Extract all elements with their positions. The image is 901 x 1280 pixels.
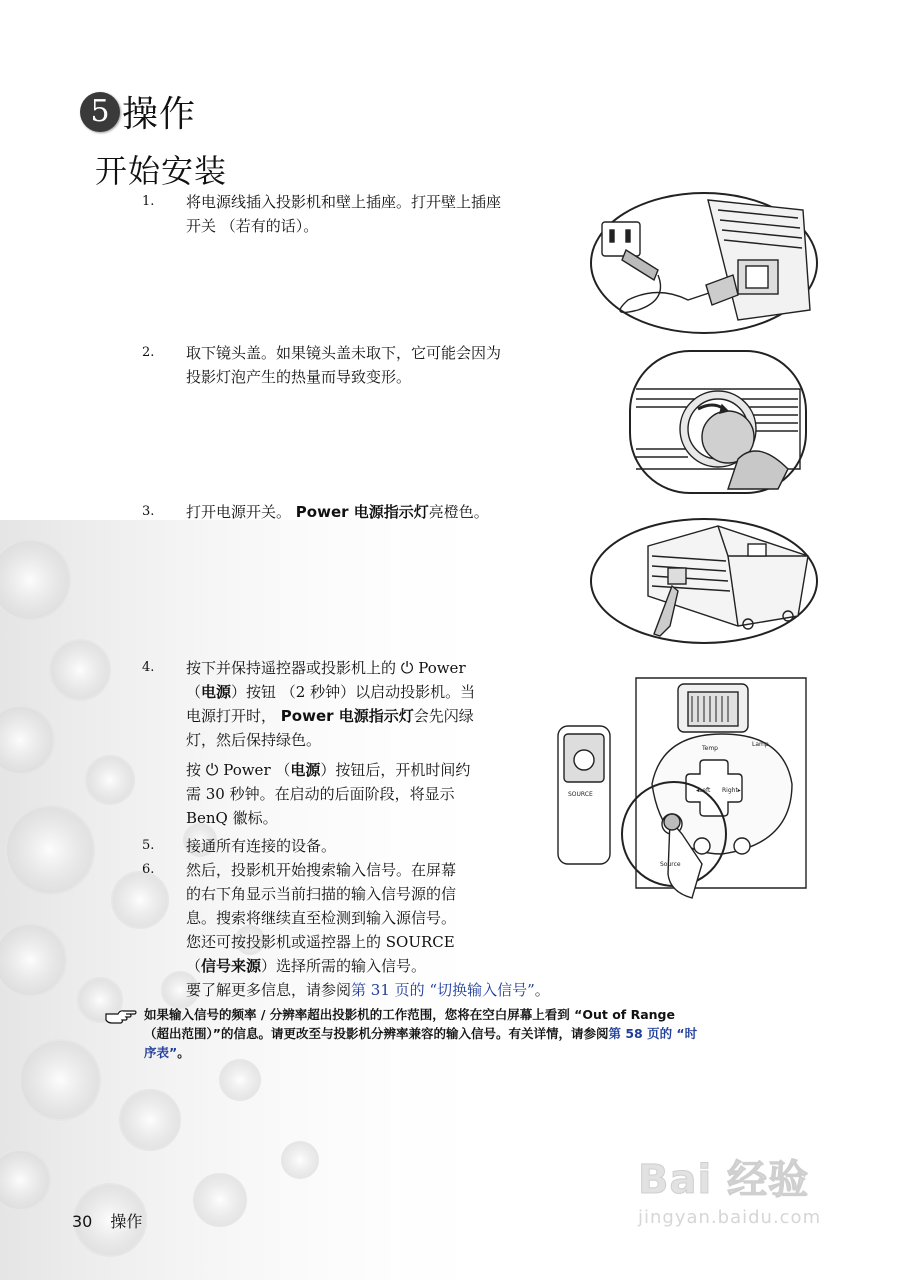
step-text-line: 投影灯泡产生的热量而导致变形。 [186, 368, 412, 386]
step-text: 打开电源开关。 [186, 503, 296, 521]
step-number: 5. [142, 838, 155, 853]
power-button-label: 电源 [201, 683, 232, 701]
step-2 [142, 341, 582, 391]
step-text-line: 取下镜头盖。如果镜头盖未取下，它可能会因为 [186, 344, 502, 362]
power-switch-illustration [588, 516, 820, 646]
step-text: 亮橙色。 [428, 503, 489, 521]
step-text: 按下并保持遥控器或投影机上的 [186, 659, 401, 677]
page-number: 30 [72, 1212, 93, 1231]
source-button-label: 信号来源 [201, 957, 262, 975]
step-text: 。 [534, 981, 550, 999]
left-key-label: ◂Left [696, 787, 711, 794]
note-text-line: 如果输入信号的频率 / 分辨率超出投影机的工作范围，您将在空白屏幕上看到 “Out of Range [144, 1007, 675, 1022]
source-key-label: Source [660, 861, 681, 868]
baidu-watermark [638, 1148, 821, 1228]
step-text-line: 您还可按投影机或遥控器上的 SOURCE [186, 933, 455, 951]
cross-reference-link[interactable]: 第 31 页的 “切换输入信号” [351, 981, 535, 999]
step-3 [142, 500, 582, 526]
step-text: 要了解更多信息，请参阅 [186, 981, 352, 999]
step-text: ）按钮 （2 秒钟）以启动投影机。当 [231, 683, 476, 701]
step-text-line: 需 30 秒钟。在启动的后面阶段，将显示 [186, 785, 455, 803]
step-number: 1. [142, 194, 155, 209]
step-text: （ [186, 683, 202, 701]
step-number: 2. [142, 345, 155, 360]
step-5 [142, 834, 542, 858]
step-text-line: 灯，然后保持绿色。 [186, 731, 322, 749]
step-number: 3. [142, 504, 155, 519]
step-text: 电源打开时， [186, 707, 281, 725]
footer-chapter-label: 操作 [110, 1212, 143, 1231]
power-button-label: 电源 [290, 761, 321, 779]
step-text-line: 开关 （若有的话）。 [186, 217, 319, 235]
remote-source-label: SOURCE [568, 791, 593, 798]
step-1 [142, 190, 582, 240]
step-text-line: 的右下角显示当前扫描的输入信号源的信 [186, 885, 457, 903]
power-icon: ⏻ [205, 760, 219, 779]
step-text-line: 息。搜索将继续直至检测到输入源信号。 [186, 909, 457, 927]
cross-reference-link[interactable]: 第 58 页的 “时 [608, 1026, 698, 1041]
step-4 [142, 656, 542, 836]
step-text-line: BenQ 徽标。 [186, 809, 278, 827]
step-text-line: 将电源线插入投影机和壁上插座。打开壁上插座 [186, 193, 502, 211]
step-text-line: 然后，投影机开始搜索输入信号。在屏幕 [186, 861, 457, 879]
right-key-label: Right▸ [722, 787, 741, 794]
note-text: 。 [177, 1045, 190, 1060]
step-text: 会先闪绿 [413, 707, 474, 725]
step-text: Power （ [218, 761, 291, 779]
cross-reference-link[interactable]: 序表” [144, 1045, 178, 1060]
power-cord-illustration [588, 190, 820, 336]
power-indicator-label: Power 电源指示灯 [295, 503, 429, 521]
step-text: ）按钮后，开机时间约 [320, 761, 471, 779]
baidu-logo: Bai 经验 [638, 1157, 810, 1203]
step-text: （ [186, 957, 202, 975]
lamp-label: Lamp [752, 741, 769, 748]
step-6 [142, 858, 662, 1004]
lens-cap-illustration [628, 349, 808, 495]
chapter-number-badge: 5 [80, 92, 120, 132]
chapter-title: 操作 [122, 94, 197, 135]
power-indicator-label: Power 电源指示灯 [280, 707, 414, 725]
step-text-line: 接通所有连接的设备。 [186, 837, 337, 855]
note-text: （超出范围）”的信息。请更改至与投影机分辨率兼容的输入信号。有关详情，请参阅 [144, 1026, 609, 1041]
section-title: 开始安装 [95, 152, 228, 190]
temp-label: Temp [702, 745, 718, 752]
page-footer [72, 1209, 160, 1232]
step-text: Power [413, 659, 466, 677]
pointing-hand-icon [104, 1006, 138, 1026]
step-number: 6. [142, 862, 155, 877]
step-number: 4. [142, 660, 155, 675]
power-icon: ⏻ [400, 658, 414, 677]
step-text: 按 [186, 761, 206, 779]
chapter-header [80, 86, 196, 137]
baidu-url: jingyan.baidu.com [638, 1207, 822, 1228]
step-text: ）选择所需的输入信号。 [261, 957, 427, 975]
